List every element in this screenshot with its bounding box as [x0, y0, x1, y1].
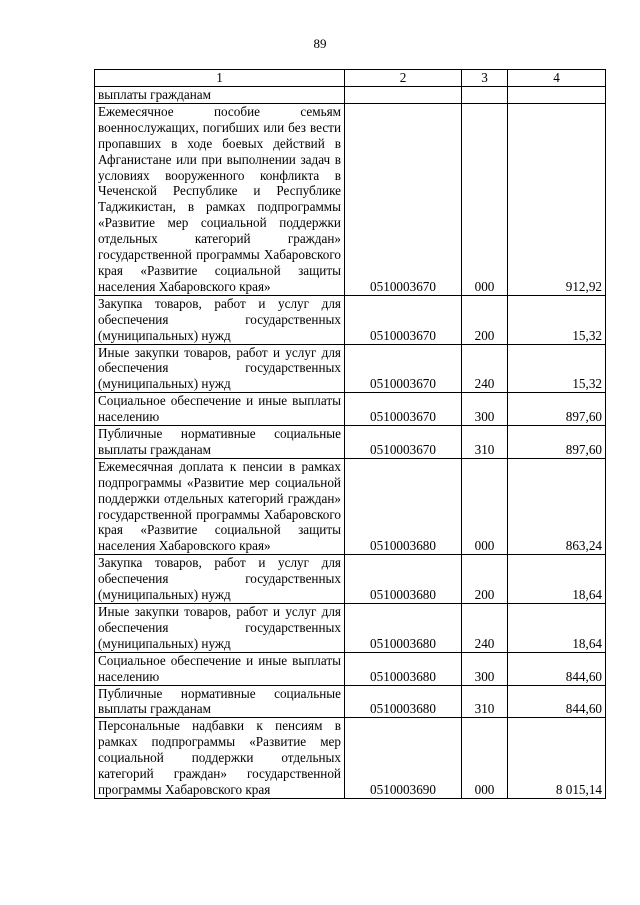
- target-article-code: 0510003680: [345, 685, 462, 718]
- amount-value: 844,60: [508, 685, 606, 718]
- table-row: [95, 458, 606, 554]
- item-name: Иные закупки товаров, работ и услуг для обеспечения государственных (муниципальных) нужд: [95, 604, 345, 653]
- expense-type-code: 310: [462, 426, 508, 459]
- amount-value: 863,24: [508, 458, 606, 554]
- page-number: 89: [313, 36, 327, 51]
- amount-value: 8 015,14: [508, 718, 606, 799]
- table-row: [95, 295, 606, 344]
- table-row: [95, 426, 606, 459]
- item-name: Персональные надбавки к пенсиям в рамках подпрограммы «Развитие мер социальной поддержки отдельных категорий граждан» государственной программы Хабаровского края: [95, 718, 345, 799]
- expense-type-code: 300: [462, 652, 508, 685]
- item-name: Закупка товаров, работ и услуг для обеспечения государственных (муниципальных) нужд: [95, 555, 345, 604]
- amount-value: 912,92: [508, 103, 606, 295]
- column-header: 2: [345, 70, 462, 87]
- column-header: 1: [95, 70, 345, 87]
- item-name: Публичные нормативные социальные выплаты гражданам: [95, 426, 345, 459]
- expense-type-code: 310: [462, 685, 508, 718]
- amount-value: 897,60: [508, 393, 606, 426]
- table-row: [95, 685, 606, 718]
- target-article-code: 0510003670: [345, 426, 462, 459]
- item-name: Социальное обеспечение и иные выплаты населению: [95, 652, 345, 685]
- amount-value: 15,32: [508, 344, 606, 393]
- table-row: [95, 393, 606, 426]
- amount-value: 897,60: [508, 426, 606, 459]
- expense-type-code: 240: [462, 344, 508, 393]
- target-article-code: 0510003680: [345, 652, 462, 685]
- target-article-code: 0510003670: [345, 344, 462, 393]
- table-row: [95, 604, 606, 653]
- column-header: 3: [462, 70, 508, 87]
- table-row: [95, 344, 606, 393]
- table-row: [95, 718, 606, 799]
- target-article-code: 0510003680: [345, 555, 462, 604]
- item-name: Публичные нормативные социальные выплаты гражданам: [95, 685, 345, 718]
- item-name: Социальное обеспечение и иные выплаты населению: [95, 393, 345, 426]
- target-article-code: 0510003670: [345, 393, 462, 426]
- expense-type-code: 200: [462, 555, 508, 604]
- expense-type-code: 240: [462, 604, 508, 653]
- expense-type-code: 300: [462, 393, 508, 426]
- target-article-code: 0510003670: [345, 103, 462, 295]
- target-article-code: 0510003680: [345, 458, 462, 554]
- item-name: Иные закупки товаров, работ и услуг для обеспечения государственных (муниципальных) нужд: [95, 344, 345, 393]
- item-name: выплаты гражданам: [95, 87, 345, 104]
- table-row: [95, 652, 606, 685]
- expense-type-code: 000: [462, 718, 508, 799]
- column-header: 4: [508, 70, 606, 87]
- expense-type-code: 000: [462, 458, 508, 554]
- item-name: Закупка товаров, работ и услуг для обеспечения государственных (муниципальных) нужд: [95, 295, 345, 344]
- table-row: [95, 555, 606, 604]
- item-name: Ежемесячное пособие семьям военнослужащих, погибших или без вести пропавших в ходе боевых действий в Афганистане или при выполнении задач в условиях вооруженного конфликта в Чеченской Республике и Республике Таджикистан, в рамках подпрограммы «Развитие мер социальной поддержки отдельных категорий граждан» государственной программы Хабаровского края «Развитие социальной защиты населения Хабаровского края»: [95, 103, 345, 295]
- amount-value: 844,60: [508, 652, 606, 685]
- amount-value: 18,64: [508, 604, 606, 653]
- amount-value: 18,64: [508, 555, 606, 604]
- table-row: [95, 103, 606, 295]
- item-name: Ежемесячная доплата к пенсии в рамках подпрограммы «Развитие мер социальной поддержки отдельных категорий граждан» государственной программы Хабаровского края «Развитие социальной защиты населения Хабаровского края»: [95, 458, 345, 554]
- continuation-row: [95, 87, 606, 104]
- budget-table: [94, 69, 606, 799]
- table-header-row: [95, 70, 606, 87]
- target-article-code: 0510003680: [345, 604, 462, 653]
- expense-type-code: 000: [462, 103, 508, 295]
- target-article-code: 0510003690: [345, 718, 462, 799]
- amount-value: 15,32: [508, 295, 606, 344]
- expense-type-code: 200: [462, 295, 508, 344]
- target-article-code: 0510003670: [345, 295, 462, 344]
